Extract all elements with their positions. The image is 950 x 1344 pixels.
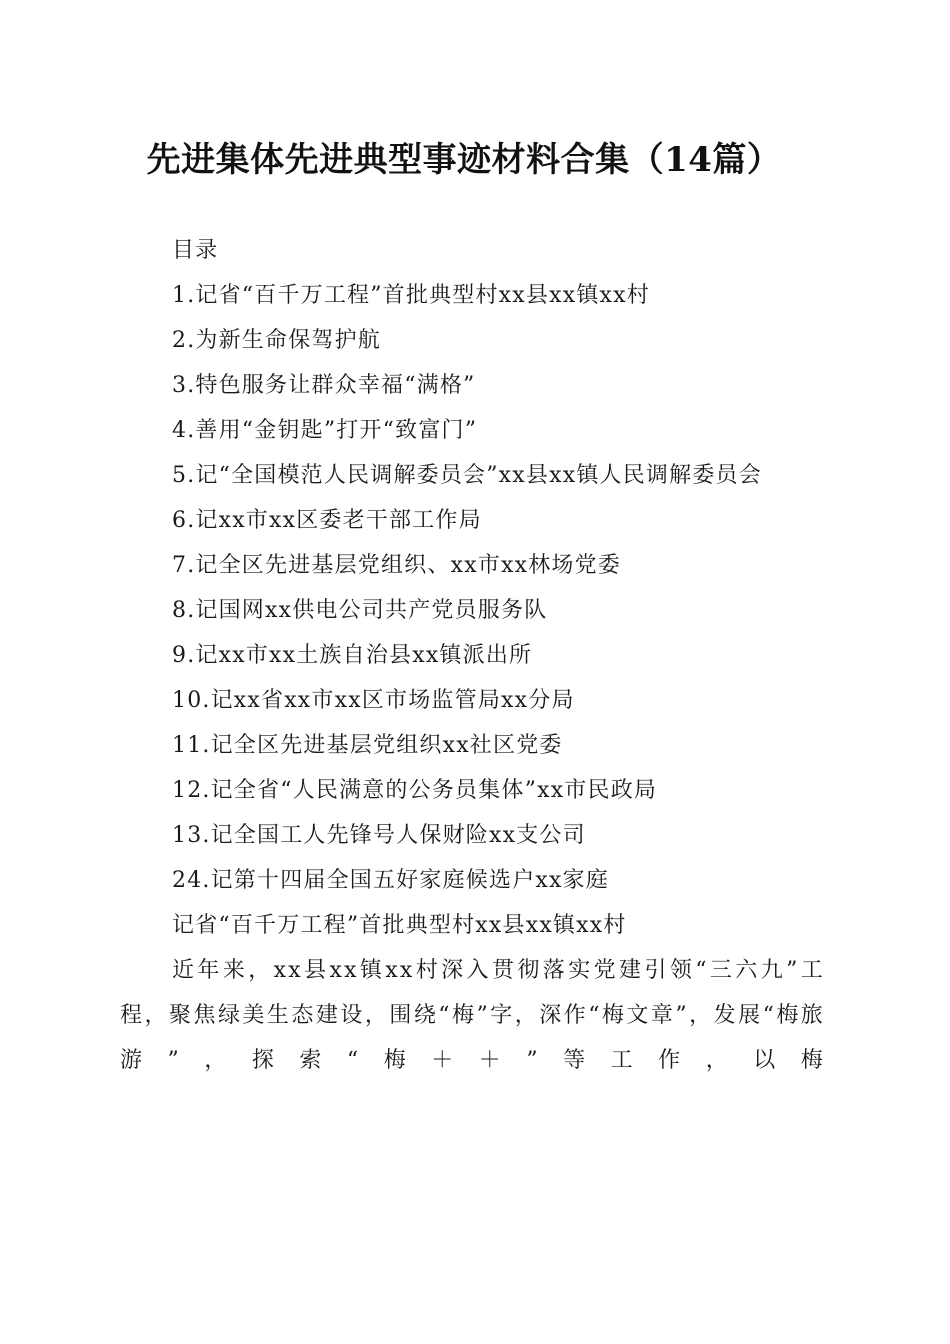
toc-item: 6.记xx市xx区委老干部工作局 [172,508,482,533]
toc-item: 13.记全国工人先锋号人保财险xx支公司 [172,823,586,848]
toc-item: 9.记xx市xx土族自治县xx镇派出所 [172,643,533,668]
toc-item: 10.记xx省xx市xx区市场监管局xx分局 [172,688,575,713]
toc-item: 2.为新生命保驾护航 [172,328,381,353]
document-body [120,228,825,1083]
toc-item: 24.记第十四届全国五好家庭候选户xx家庭 [172,868,610,893]
toc-item: 5.记“全国模范人民调解委员会”xx县xx镇人民调解委员会 [172,463,762,488]
section-heading: 记省“百千万工程”首批典型村xx县xx镇xx村 [172,913,627,938]
toc-item: 4.善用“金钥匙”打开“致富门” [172,418,478,443]
toc-item: 11.记全区先进基层党组织xx社区党委 [172,733,563,758]
toc-heading: 目录 [172,238,219,263]
toc-item: 8.记国网xx供电公司共产党员服务队 [172,598,548,623]
document-title: 先进集体先进典型事迹材料合集（14篇） [146,140,782,180]
toc-item: 1.记省“百千万工程”首批典型村xx县xx镇xx村 [172,283,650,308]
toc-item: 7.记全区先进基层党组织、xx市xx林场党委 [172,553,622,578]
toc-item: 3.特色服务让群众幸福“满格” [172,373,476,398]
body-paragraph: 近年来，xx县xx镇xx村深入贯彻落实党建引领“三六九”工程，聚焦绿美生态建设，围绕“梅”字，深作“梅文章”，发展“梅旅游”，探索“梅＋＋”等工作，以梅 [120,958,825,1073]
toc-item: 12.记全省“人民满意的公务员集体”xx市民政局 [172,778,658,803]
